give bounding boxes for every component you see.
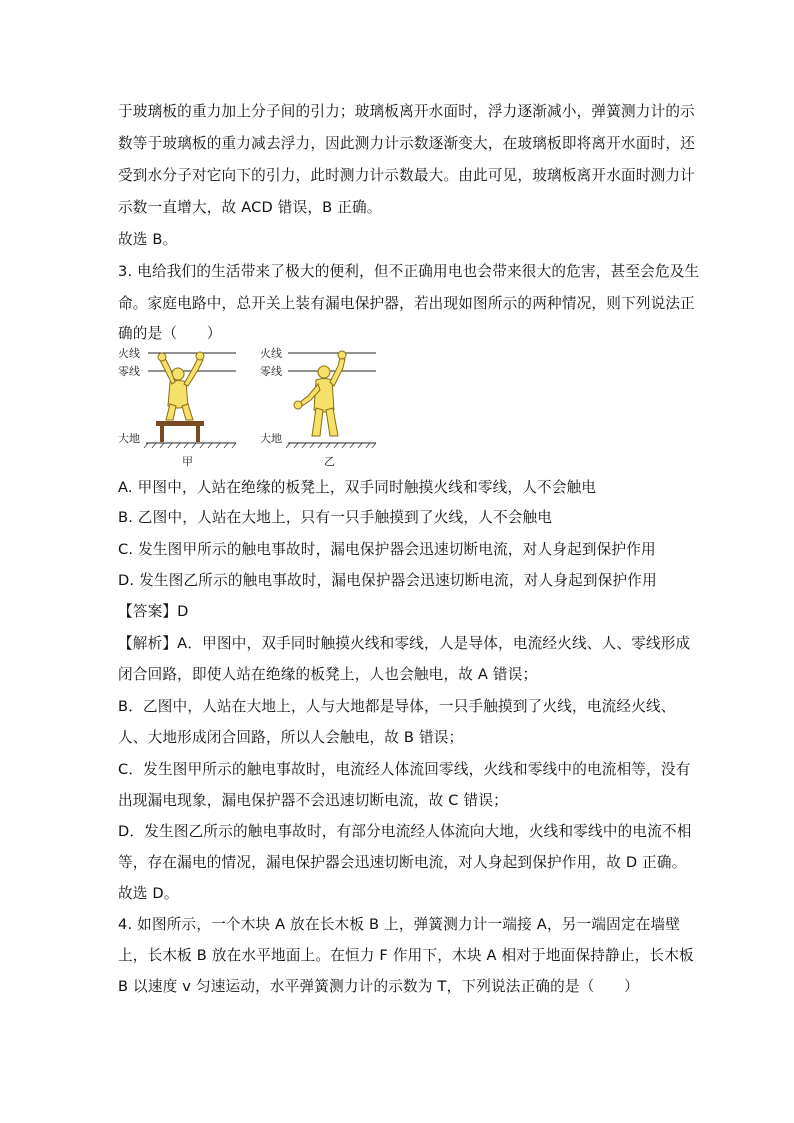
neutral-wire-label: 零线 — [118, 365, 140, 378]
live-wire-label: 火线 — [260, 347, 282, 360]
neutral-wire-label: 零线 — [260, 365, 282, 378]
question-3-stem: 确的是（ ） — [118, 325, 222, 342]
text-line: 故选 B。 — [118, 231, 178, 248]
question-4-stem: 上，长木板 B 放在水平地面上。在恒力 F 作用下，木块 A 相对于地面保持静止，长木板 — [118, 947, 694, 964]
analysis-line: 故选 D。 — [118, 885, 179, 902]
option-c: C. 发生图甲所示的触电事故时，漏电保护器会迅速切断电流，对人身起到保护作用 — [118, 541, 656, 558]
option-a: A. 甲图中，人站在绝缘的板凳上，双手同时触摸火线和零线，人不会触电 — [118, 479, 597, 496]
question-3-stem: 命。家庭电路中，总开关上装有漏电保护器，若出现如图所示的两种情况，则下列说法正 — [118, 295, 695, 312]
question-3-stem: 3. 电给我们的生活带来了极大的便利，但不正确用电也会带来很大的危害，甚至会危及生 — [118, 263, 700, 280]
option-b: B. 乙图中，人站在大地上，只有一只手触摸到了火线，人不会触电 — [118, 509, 553, 526]
person-icon — [158, 352, 204, 420]
ground-label: 大地 — [260, 432, 282, 445]
analysis-line: 闭合回路，即使人站在绝缘的板凳上，人也会触电，故 A 错误； — [118, 666, 538, 683]
figure-right-yi — [260, 346, 376, 468]
stool-icon — [156, 421, 204, 442]
live-wire-label: 火线 — [118, 347, 140, 360]
ground-label: 大地 — [118, 432, 140, 445]
text-line: 于玻璃板的重力加上分子间的引力；玻璃板离开水面时，浮力逐渐减小，弹簧测力计的示 — [118, 103, 695, 120]
person-icon — [294, 351, 346, 436]
analysis-line: 出现漏电现象，漏电保护器不会迅速切断电流，故 C 错误； — [118, 792, 508, 809]
question-4-stem: B 以速度 v 匀速运动，水平弹簧测力计的示数为 T，下列说法正确的是（ ） — [118, 978, 639, 995]
text-line: 示数一直增大，故 ACD 错误，B 正确。 — [118, 199, 382, 216]
caption-yi: 乙 — [324, 455, 335, 468]
analysis-line: B．乙图中，人站在大地上，人与大地都是导体，一只手触摸到了火线，电流经火线、 — [118, 698, 676, 715]
analysis-line: 等，存在漏电的情况，漏电保护器会迅速切断电流，对人身起到保护作用，故 D 正确。 — [118, 854, 687, 871]
figure-left-jia — [118, 346, 236, 468]
analysis-line: 【解析】A．甲图中，双手同时触摸火线和零线，人是导体，电流经火线、人、零线形成 — [118, 635, 691, 652]
option-d: D. 发生图乙所示的触电事故时，漏电保护器会迅速切断电流，对人身起到保护作用 — [118, 572, 657, 589]
electric-shock-figure — [118, 344, 388, 470]
answer-line: 【答案】D — [118, 603, 189, 620]
analysis-line: C．发生图甲所示的触电事故时，电流经人体流回零线，火线和零线中的电流相等，没有 — [118, 761, 691, 778]
text-line: 数等于玻璃板的重力减去浮力，因此测力计示数逐渐变大，在玻璃板即将离开水面时，还 — [118, 135, 695, 152]
question-4-stem: 4. 如图所示，一个木块 A 放在长木板 B 上，弹簧测力计一端接 A，另一端固定在墙壁 — [118, 916, 681, 933]
caption-jia: 甲 — [182, 455, 193, 468]
analysis-line: 人、大地形成闭合回路，所以人会触电，故 B 错误； — [118, 729, 464, 746]
analysis-line: D．发生图乙所示的触电事故时，有部分电流经人体流向大地，火线和零线中的电流不相 — [118, 823, 692, 840]
text-line: 受到水分子对它向下的引力，此时测力计示数最大。由此可见，玻璃板离开水面时测力计 — [118, 167, 695, 184]
